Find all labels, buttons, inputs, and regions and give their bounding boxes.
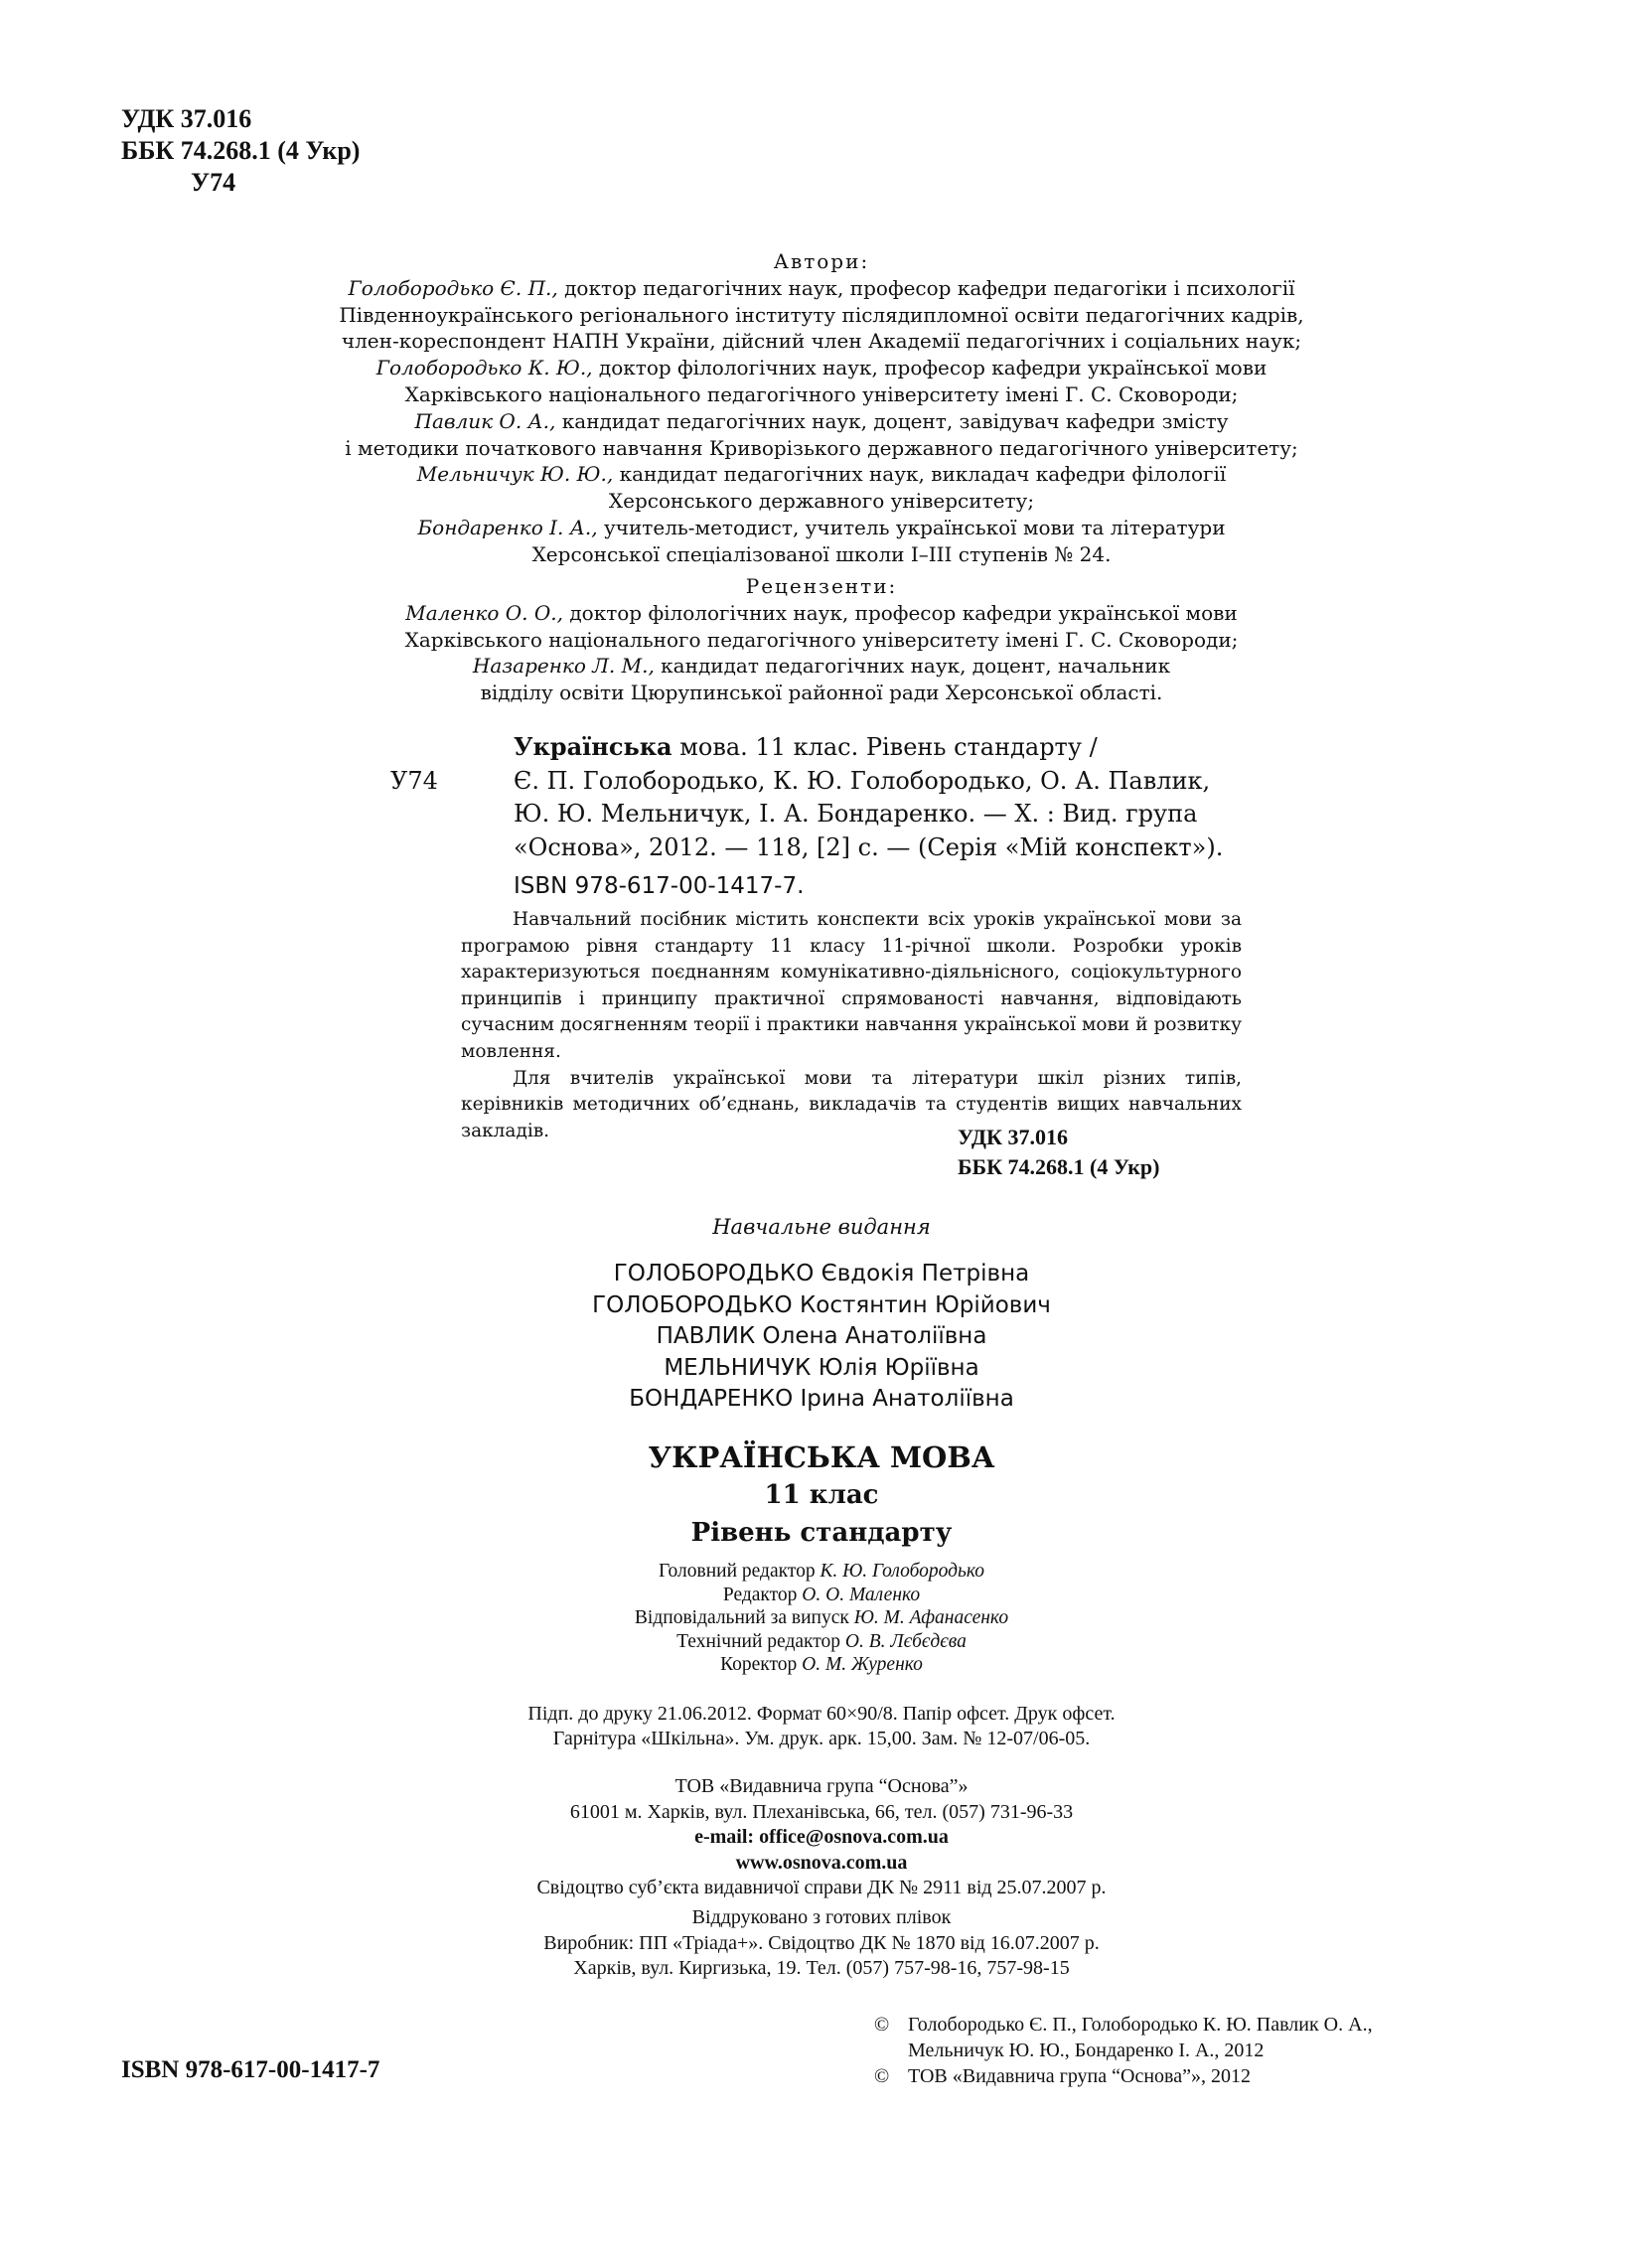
copyright-block — [874, 2012, 1373, 2089]
author-line — [199, 275, 1444, 302]
staff-row — [199, 1584, 1444, 1607]
author-line-person: Голобородько Є. П., — [348, 275, 558, 300]
print-info-line: Гарнітура «Шкільна». Ум. друк. арк. 15,00. Зам. № 12-07/06-05. — [552, 1727, 1091, 1749]
bib-authors: Є. П. Голобородько, К. Ю. Голобородько, О. А. Павлик, — [514, 766, 1211, 795]
annotation-paragraph-2: Для вчителів української мови та літератури шкіл різних типів, керівників методичних об’єднань, викладачів та студентів вищих навчальних закладів. — [461, 1067, 1242, 1141]
author-line — [199, 381, 1444, 408]
author-line-text: Херсонського державного університету; — [608, 489, 1035, 514]
publisher-email: e-mail: office@osnova.com.ua — [694, 1826, 949, 1848]
reviewer-line — [199, 600, 1444, 627]
reviewer-line-text: Харківського національного педагогічного університету імені Г. С. Сковороди; — [404, 627, 1239, 652]
staff-name: К. Ю. Голобородько — [820, 1561, 985, 1582]
author-line-text: Харківського національного педагогічного університету імені Г. С. Сковороди; — [404, 381, 1239, 406]
staff-row — [199, 1630, 1444, 1654]
staff-row — [199, 1560, 1444, 1584]
reviewer-line-text: відділу освіти Цюрупинської районної ради Херсонської області. — [480, 680, 1163, 705]
author-line — [199, 488, 1444, 515]
staff-name: О. В. Лєбєдєва — [844, 1630, 967, 1652]
edition-type: Навчальне видання — [712, 1215, 931, 1239]
editorial-staff — [199, 1560, 1444, 1677]
staff-row — [199, 1653, 1444, 1677]
author-line-text: і методики початкового навчання Криворізького державного педагогічного університету; — [345, 435, 1298, 460]
isbn-bottom: ISBN 978-617-00-1417-7 — [121, 2056, 380, 2083]
author-line-text: доктор філологічних наук, професор кафедри української мови — [592, 356, 1268, 380]
bbk-code: ББК 74.268.1 (4 Укр) — [121, 136, 361, 165]
author-line — [199, 355, 1444, 381]
author-line-text: учитель-методист, учитель української мови та літератури — [597, 515, 1226, 539]
copyright-text: Голобородько Є. П., Голобородько К. Ю. Павлик О. А., — [908, 2014, 1373, 2036]
author-line-person: Голобородько К. Ю., — [375, 356, 593, 380]
authors-section — [199, 248, 1444, 568]
book-title-block — [199, 1438, 1444, 1552]
reviewer-line — [199, 627, 1444, 654]
udk-block-top — [121, 103, 360, 199]
printer-line: Віддруковано з готових плівок — [691, 1906, 952, 1928]
reviewers-heading: Рецензенти: — [745, 574, 898, 598]
staff-role: Головний редактор — [658, 1561, 821, 1582]
author-line-text: кандидат педагогічних наук, доцент, завідувач кафедри змісту — [555, 408, 1229, 433]
staff-name: Ю. М. Афанасенко — [853, 1607, 1009, 1629]
staff-role: Відповідальний за випуск — [634, 1607, 854, 1629]
print-info-line: Підп. до друку 21.06.2012. Формат 60×90/8. Папір офсет. Друк офсет. — [527, 1703, 1116, 1725]
copyright-icon: © — [874, 2065, 890, 2087]
author-line-text: Херсонської спеціалізованої школи І–ІІІ ступенів № 24. — [531, 541, 1112, 566]
staff-name: О. О. Маленко — [802, 1584, 921, 1605]
copyright-row — [874, 2063, 1373, 2089]
bib-line-1 — [390, 730, 1245, 765]
staff-role: Технічний редактор — [676, 1630, 845, 1652]
copyright-row — [874, 2012, 1373, 2038]
book-title: УКРАЇНСЬКА МОВА — [648, 1440, 995, 1474]
copyright-row — [874, 2038, 1373, 2063]
udk-block-bottom — [958, 1123, 1159, 1182]
copyright-text: ТОВ «Видавнича група “Основа”», 2012 — [908, 2065, 1251, 2087]
author-name: МЕЛЬНИЧУК Юлія Юріївна — [664, 1354, 979, 1381]
bibliographic-entry — [390, 730, 1245, 904]
publisher-address: 61001 м. Харків, вул. Плеханівська, 66, тел. (057) 731-96-33 — [569, 1800, 1074, 1823]
book-grade: 11 клас — [764, 1480, 879, 1510]
staff-role: Коректор — [720, 1654, 803, 1676]
bbk-code-bottom: ББК 74.268.1 (4 Укр) — [958, 1154, 1160, 1179]
reviewer-line — [199, 653, 1444, 680]
book-level: Рівень стандарту — [690, 1518, 953, 1548]
udk-code: УДК 37.016 — [121, 104, 252, 133]
staff-name: О. М. Журенко — [802, 1654, 923, 1676]
staff-row — [199, 1606, 1444, 1630]
bib-line-4: «Основа», 2012. — 118, [2] с. — (Серія «Мій конспект»). — [514, 832, 1224, 861]
authors-list — [199, 275, 1444, 568]
reviewer-line-person: Маленко О. О., — [405, 600, 563, 625]
publisher-name: ТОВ «Видавнича група “Основа”» — [674, 1775, 969, 1797]
author-name: ПАВЛИК Олена Анатоліївна — [656, 1323, 987, 1350]
author-line — [199, 515, 1444, 541]
authors-heading: Автори: — [773, 249, 870, 273]
author-line — [199, 541, 1444, 568]
publisher-info — [199, 1774, 1444, 1901]
author-line-text: Південноукраїнського регіонального інституту післядипломної освіти педагогічних кадрів, — [339, 302, 1304, 327]
printer-info — [199, 1905, 1444, 1982]
publisher-site: www.osnova.com.ua — [735, 1851, 908, 1874]
reviewer-line-text: кандидат педагогічних наук, доцент, начальник — [654, 654, 1171, 679]
publisher-certificate: Свідоцтво суб’єкта видавничої справи ДК № 2911 від 25.07.2007 р. — [536, 1877, 1107, 1898]
author-line — [199, 435, 1444, 462]
author-name: ГОЛОБОРОДЬКО Костянтин Юрійович — [592, 1291, 1051, 1318]
author-line-person: Мельничук Ю. Ю., — [416, 462, 614, 487]
author-line — [199, 302, 1444, 329]
annotation-paragraph-1: Навчальний посібник містить конспекти всіх уроків української мови за програмою рівня стандарту 11 класу 11-річної школи. Розробки уроків характеризуються поєднанням комунікативно-діяльнісного, соціокультурного принципів і принципу практичної спрямованості навчання, відповідають сучасним досягненням теорії і практики навчання української мови й розвитку мовлення. — [461, 909, 1242, 1062]
author-line-person: Бондаренко І. А., — [417, 515, 598, 539]
reviewers-list — [199, 600, 1444, 706]
bib-title-rest: мова. 11 клас. Рівень стандарту / — [672, 733, 1098, 761]
author-name: ГОЛОБОРОДЬКО Євдокія Петрівна — [613, 1261, 1030, 1286]
reviewers-section — [199, 573, 1444, 706]
author-line-text: доктор педагогічних наук, професор кафедри педагогіки і психології — [557, 275, 1295, 300]
print-info — [199, 1702, 1444, 1750]
copyright-text: Мельничук Ю. Ю., Бондаренко І. А., 2012 — [908, 2040, 1265, 2061]
bib-code: У74 — [390, 766, 438, 795]
author-line — [199, 408, 1444, 435]
author-line — [199, 328, 1444, 355]
printer-line: Виробник: ПП «Тріада+». Свідоцтво ДК № 1870 від 16.07.2007 р. — [543, 1931, 1100, 1954]
bib-line-2 — [390, 765, 1245, 799]
bib-isbn: ISBN 978-617-00-1417-7. — [514, 873, 805, 899]
author-line-person: Павлик О. А., — [414, 408, 556, 433]
author-sign: У74 — [191, 168, 236, 197]
annotation — [461, 907, 1242, 1144]
author-line-text: кандидат педагогічних наук, викладач кафедри філології — [613, 462, 1227, 487]
author-names — [199, 1259, 1444, 1416]
reviewer-line — [199, 680, 1444, 706]
author-name: БОНДАРЕНКО Ірина Анатоліївна — [629, 1386, 1014, 1413]
reviewer-line-person: Назаренко Л. М., — [472, 654, 655, 679]
staff-role: Редактор — [722, 1584, 803, 1605]
bib-line-3: Ю. Ю. Мельничук, І. А. Бондаренко. — Х. : Вид. група — [514, 800, 1198, 828]
reviewer-line-text: доктор філологічних наук, професор кафедри української мови — [562, 600, 1238, 625]
bib-title-bold: Українська — [514, 732, 672, 761]
udk-code-bottom: УДК 37.016 — [958, 1125, 1069, 1149]
copyright-icon: © — [874, 2014, 890, 2036]
printer-line: Харків, вул. Киргизька, 19. Тел. (057) 757-98-16, 757-98-15 — [573, 1957, 1070, 1979]
author-line-text: член-кореспондент НАПН України, дійсний член Академії педагогічних і соціальних наук; — [341, 329, 1302, 354]
author-line — [199, 461, 1444, 488]
